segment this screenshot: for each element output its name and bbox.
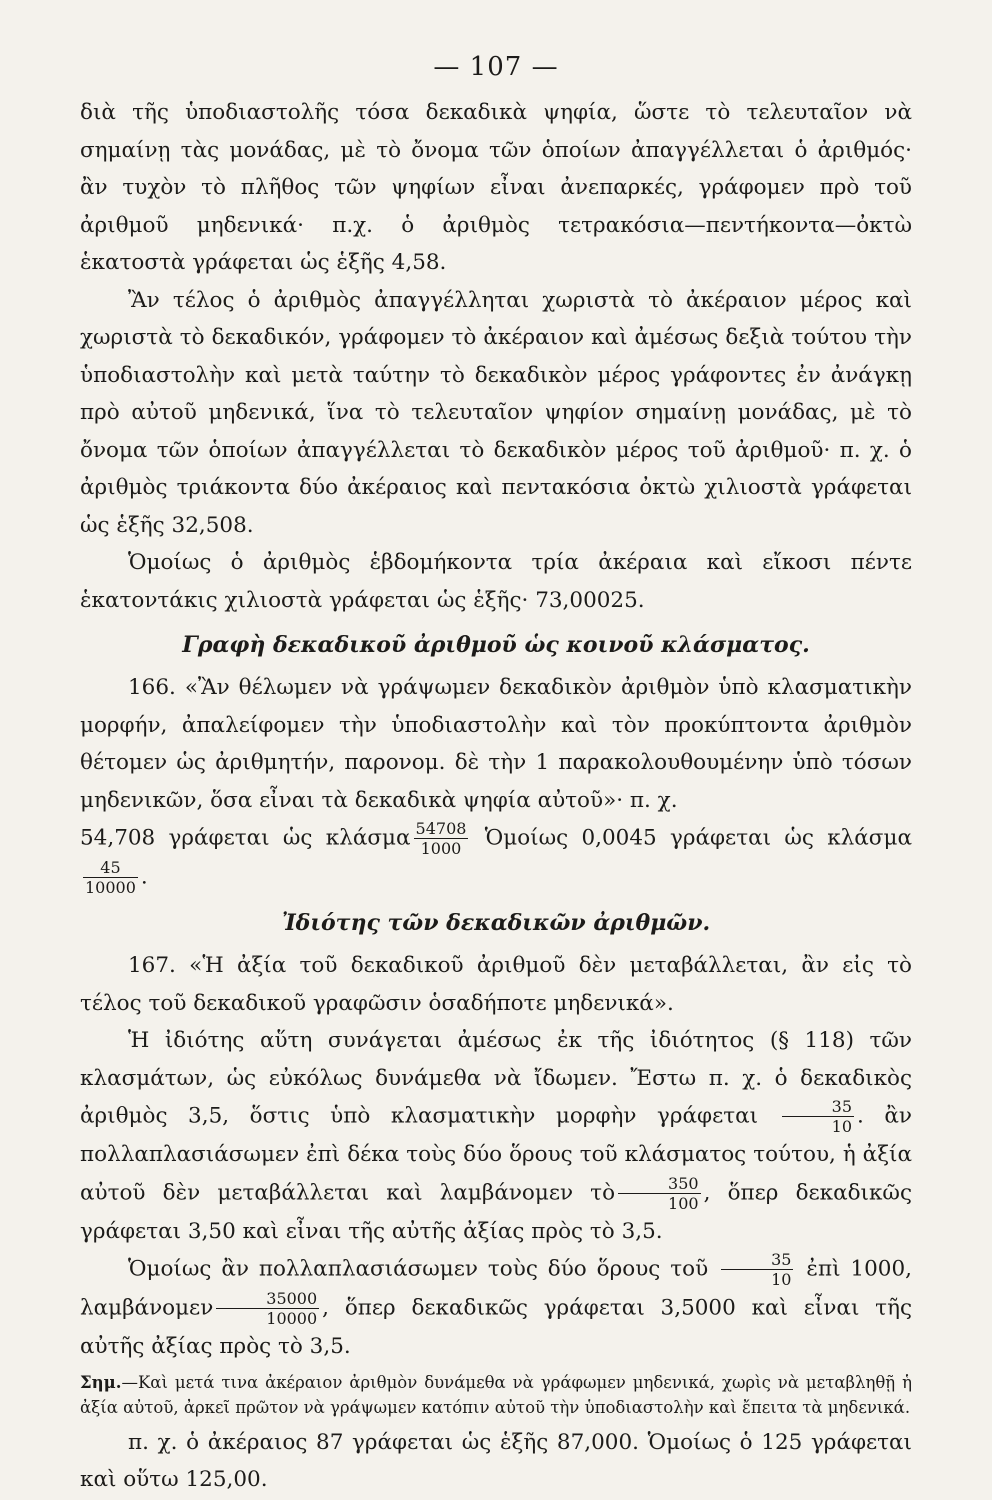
paragraph-3: Ὁμοίως ὁ ἀριθμὸς ἑβδομήκοντα τρία ἀκέραια καὶ εἴκοσι πέντε ἑκατοντάκις χιλιοστὰ γράφεται ὡς ἑξῆς· 73,00025. <box>80 550 912 613</box>
fraction-35-10: $\frac{35}{10}$ <box>782 1097 854 1136</box>
paragraph-multiply-1000: Ὁμοίως ἂν πολλαπλασιάσωμεν τοὺς δύο ὅρους τοῦ $\frac{35}{10}$ ἐπὶ 1000, λαμβάνομεν $\frac{35000}{10000}$ , ὅπερ δεκαδικῶς γράφεται 3,5000 καὶ εἶναι τῆς αὐτῆς ἀξίας πρὸς τὸ 3,5. <box>80 1250 912 1359</box>
note-label: Σημ. <box>80 1372 122 1392</box>
example-text-a: 54,708 γράφεται ὡς κλάσμα <box>80 825 411 851</box>
fraction-54708-1000: $\frac{54708}{1000}$ <box>415 819 467 858</box>
paragraph-166: 166. «Ἂν θέλωμεν νὰ γράψωμεν δεκαδικὸν ἀριθμὸν ὑπὸ κλασματικὴν μορφήν, ἀπαλείφομεν τὴν ὑποδιαστολὴν καὶ τὸν προκύπτοντα ἀριθμὸν θέτομεν ὡς ἀριθμητήν, παρονομ. δὲ τὴν 1 παρακολουθουμένην ὑπὸ τόσων μηδενικῶν, ὅσα εἶναι τὰ δεκαδικὰ ψηφία αὐτοῦ»· π. χ. <box>80 675 912 813</box>
paragraph-property-derivation: Ἡ ἰδιότης αὕτη συνάγεται ἀμέσως ἐκ τῆς ἰδιότητος (§ 118) τῶν κλασμάτων, ὡς εὐκόλως δυνάμεθα νὰ ἴδωμεν. Ἔστω π. χ. ὁ δεκαδικὸς ἀριθμὸς 3,5, ὅστις ὑπὸ κλασματικὴν μορφὴν γράφεται $\frac{35}{10}$ . ἂν πολλαπλασιάσωμεν ἐπὶ δέκα τοὺς δύο ὅρους τοῦ κλάσματος τούτου, ἡ ἀξία αὐτοῦ δὲν μεταβάλλεται καὶ λαμβάνομεν τὸ $\frac{350}{100}$ , ὅπερ δεκαδικῶς γράφεται 3,50 καὶ εἶναι τῆς αὐτῆς ἀξίας πρὸς τὸ 3,5. <box>80 1028 912 1244</box>
page-body <box>80 94 912 1499</box>
note-example: π. χ. ὁ ἀκέραιος 87 γράφεται ὡς ἑξῆς 87,000. Ὁμοίως ὁ 125 γράφεται καὶ οὕτω 125,00. <box>80 1429 912 1492</box>
section-heading-decimal-property: Ἰδιότης τῶν δεκαδικῶν ἀριθμῶν. <box>281 910 711 936</box>
fraction-35-10-b: $\frac{35}{10}$ <box>721 1250 793 1289</box>
example-fractions: 54,708 γράφεται ὡς κλάσμα $\frac{54708}{1000}$ Ὁμοίως 0,0045 γράφεται ὡς κλάσμα $\frac{45}{10000}$ . <box>80 819 912 897</box>
fraction-350-100: $\frac{350}{100}$ <box>618 1174 701 1213</box>
section-heading-decimal-as-fraction: Γραφὴ δεκαδικοῦ ἀριθμοῦ ὡς κοινοῦ κλάσματος. <box>182 632 810 658</box>
page-number: — 107 — <box>433 52 559 82</box>
note-block <box>80 1370 912 1420</box>
fraction-45-10000: $\frac{45}{10000}$ <box>85 858 136 897</box>
note-text: —Καὶ μετά τινα ἀκέραιον ἀριθμὸν δυνάμεθα νὰ γράφωμεν μηδενικά, χωρὶς νὰ μεταβληθῇ ἡ ἀξία αὐτοῦ, ἀρκεῖ πρῶτον νὰ γράψωμεν κατόπιν αὐτοῦ τὴν ὑποδιαστολὴν καὶ ἔπειτα τὰ μηδενικά. <box>80 1372 912 1417</box>
paragraph-167: 167. «Ἡ ἀξία τοῦ δεκαδικοῦ ἀριθμοῦ δὲν μεταβάλλεται, ἂν εἰς τὸ τέλος τοῦ δεκαδικοῦ γραφῶσιν ὁσαδήποτε μηδενικά». <box>80 953 912 1016</box>
fraction-35000-10000: $\frac{35000}{10000}$ <box>216 1289 319 1328</box>
example-text-b: Ὁμοίως 0,0045 γράφεται ὡς κλάσμα <box>484 825 912 851</box>
paragraph-2: Ἂν τέλος ὁ ἀριθμὸς ἀπαγγέλληται χωριστὰ τὸ ἀκέραιον μέρος καὶ χωριστὰ τὸ δεκαδικόν, γράφομεν τὸ ἀκέραιον καὶ ἀμέσως δεξιὰ τούτου τὴν ὑποδιαστολὴν καὶ μετὰ ταύτην τὸ δεκαδικὸν μέρος γράφοντες ἐν ἀνάγκῃ πρὸ αὐτοῦ μηδενικά, ἵνα τὸ τελευταῖον ψηφίον σημαίνῃ μονάδας, μὲ τὸ ὄνομα τῶν ὁποίων ἀπαγγέλλεται τὸ δεκαδικὸν μέρος τοῦ ἀριθμοῦ· π. χ. ὁ ἀριθμὸς τριάκοντα δύο ἀκέραιος καὶ πεντακόσια ὀκτὼ χιλιοστὰ γράφεται ὡς ἑξῆς 32,508. <box>80 287 912 538</box>
paragraph-1: διὰ τῆς ὑποδιαστολῆς τόσα δεκαδικὰ ψηφία, ὥστε τὸ τελευταῖον νὰ σημαίνῃ τὰς μονάδας, μὲ τὸ ὄνομα τῶν ὁποίων ἀπαγγέλλεται ὁ ἀριθμός· ἂν τυχὸν τὸ πλῆθος τῶν ψηφίων εἶναι ἀνεπαρκές, γράφομεν πρὸ τοῦ ἀριθμοῦ μηδενικά· π.χ. ὁ ἀριθμὸς τετρακόσια—πεντήκοντα—ὀκτὼ ἑκατοστὰ γράφεται ὡς ἑξῆς 4,58. <box>80 100 912 275</box>
